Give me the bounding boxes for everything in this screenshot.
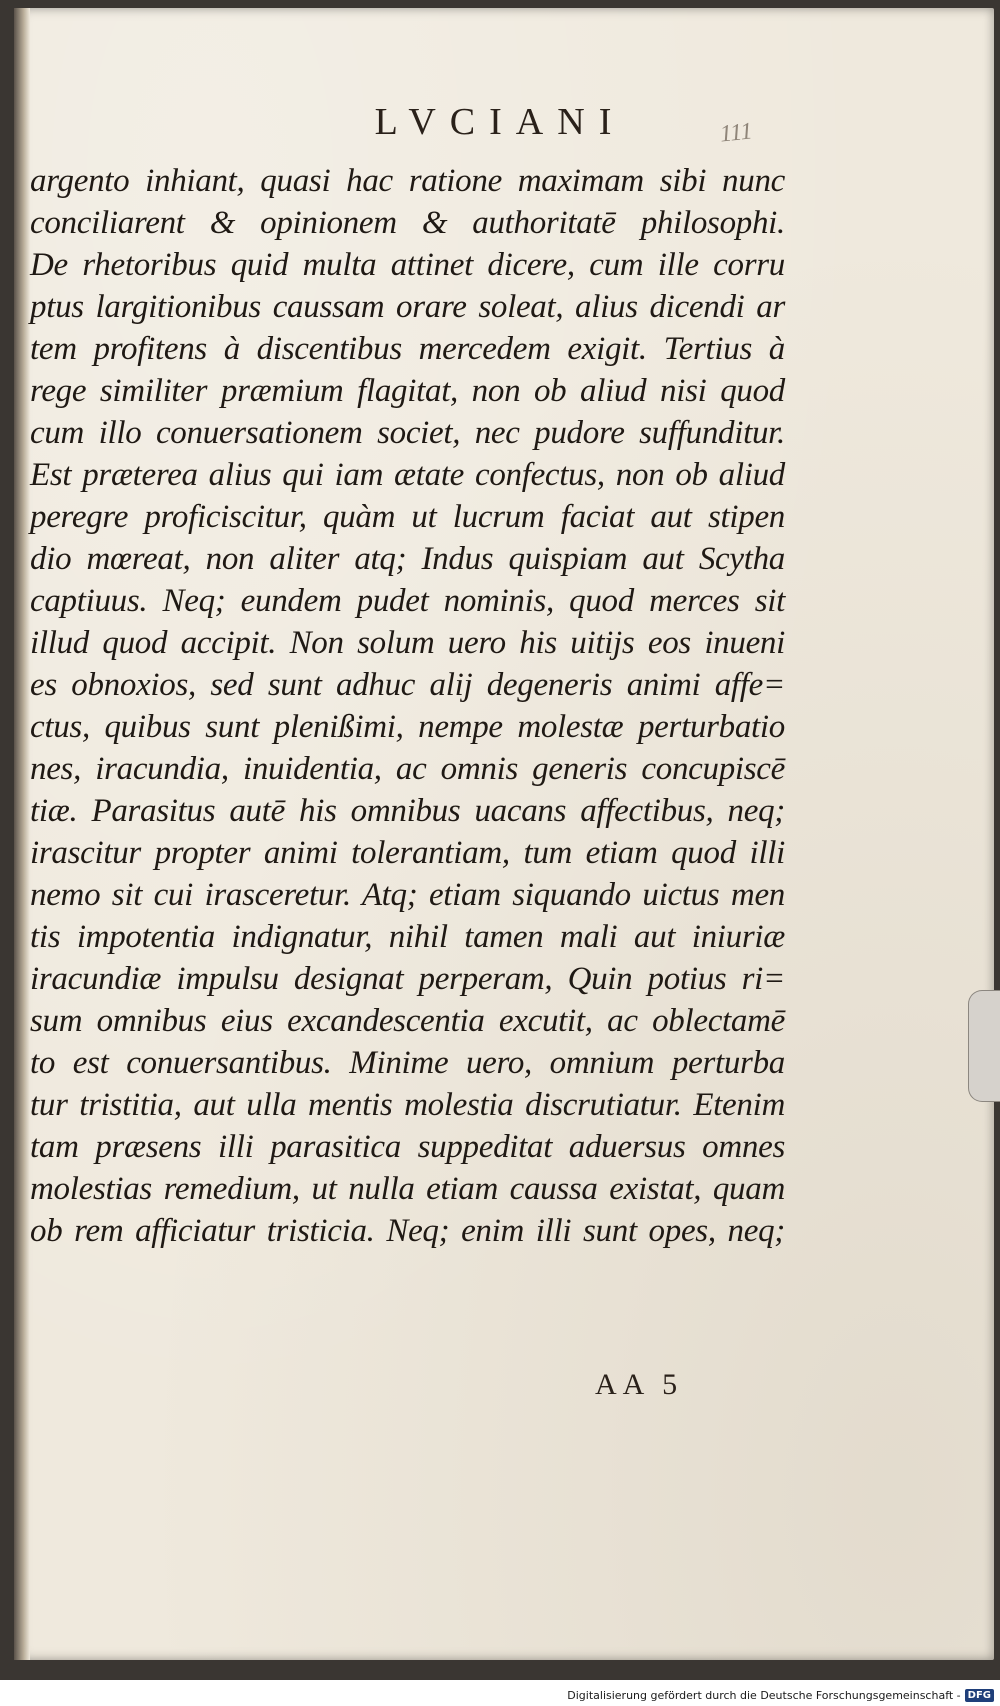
text-line: peregre proficiscitur, quàm ut lucrum faciat aut stipen xyxy=(30,499,785,535)
text-line: sum omnibus eius excandescentia excutit, ac oblectamē xyxy=(30,1003,785,1039)
text-line: iracundiæ impulsu designat perperam, Quin potius ri= xyxy=(30,961,785,997)
text-line: argento inhiant, quasi hac ratione maximam sibi nunc xyxy=(30,163,785,199)
running-head: LVCIANI xyxy=(374,101,626,143)
text-line: tem profitens à discentibus mercedem exigit. Tertius à xyxy=(30,331,785,367)
text-line: to est conuersantibus. Minime uero, omnium perturba xyxy=(30,1045,785,1081)
text-line: tiæ. Parasitus autē his omnibus uacans affectibus, neq; xyxy=(30,793,785,829)
text-block xyxy=(30,160,785,1252)
text-line: illud quod accipit. Non solum uero his uitijs eos inueni xyxy=(30,625,785,661)
dfg-logo[interactable]: DFG xyxy=(965,1689,994,1702)
text-line: nemo sit cui irasceretur. Atq; etiam siquando uictus men xyxy=(30,877,785,913)
text-line: tur tristitia, aut ulla mentis molestia discrutiatur. Etenim xyxy=(30,1087,785,1123)
text-line: conciliarent & opinionem & authoritatē philosophi. xyxy=(30,205,785,241)
text-line: rege similiter præmium flagitat, non ob aliud nisi quod xyxy=(30,373,785,409)
text-line: molestias remedium, ut nulla etiam caussa existat, quam xyxy=(30,1171,785,1207)
text-line: ob rem afficiatur tristicia. Neq; enim illi sunt opes, neq; xyxy=(30,1213,785,1249)
text-line: De rhetoribus quid multa attinet dicere, cum ille corru xyxy=(30,247,785,283)
text-line: es obnoxios, sed sunt adhuc alij degeneris animi affe= xyxy=(30,667,785,703)
page-tab-marker xyxy=(968,990,1000,1102)
text-line: nes, iracundia, inuidentia, ac omnis generis concupiscē xyxy=(30,751,785,787)
text-line: cum illo conuersationem societ, nec pudore suffunditur. xyxy=(30,415,785,451)
text-line: irascitur propter animi tolerantiam, tum etiam quod illi xyxy=(30,835,785,871)
page-gutter-edge xyxy=(14,8,30,1660)
text-line: dio mœreat, non aliter atq; Indus quispiam aut Scytha xyxy=(30,541,785,577)
text-line: ptus largitionibus caussam orare soleat, alius dicendi ar xyxy=(30,289,785,325)
text-line: captiuus. Neq; eundem pudet nominis, quod merces sit xyxy=(30,583,785,619)
footer-credit xyxy=(567,1689,994,1702)
folio-note: 111 xyxy=(718,118,754,148)
footer-credit-text: Digitalisierung gefördert durch die Deutsche Forschungsgemeinschaft - xyxy=(567,1689,961,1702)
signature-mark: AA 5 xyxy=(595,1368,684,1401)
text-line: Est præterea alius qui iam ætate confectus, non ob aliud xyxy=(30,457,785,493)
text-line: tis impotentia indignatur, nihil tamen mali aut iniuriæ xyxy=(30,919,785,955)
text-line: ctus, quibus sunt plenißimi, nempe molestæ perturbatio xyxy=(30,709,785,745)
text-line: tam præsens illi parasitica suppeditat aduersus omnes xyxy=(30,1129,785,1165)
